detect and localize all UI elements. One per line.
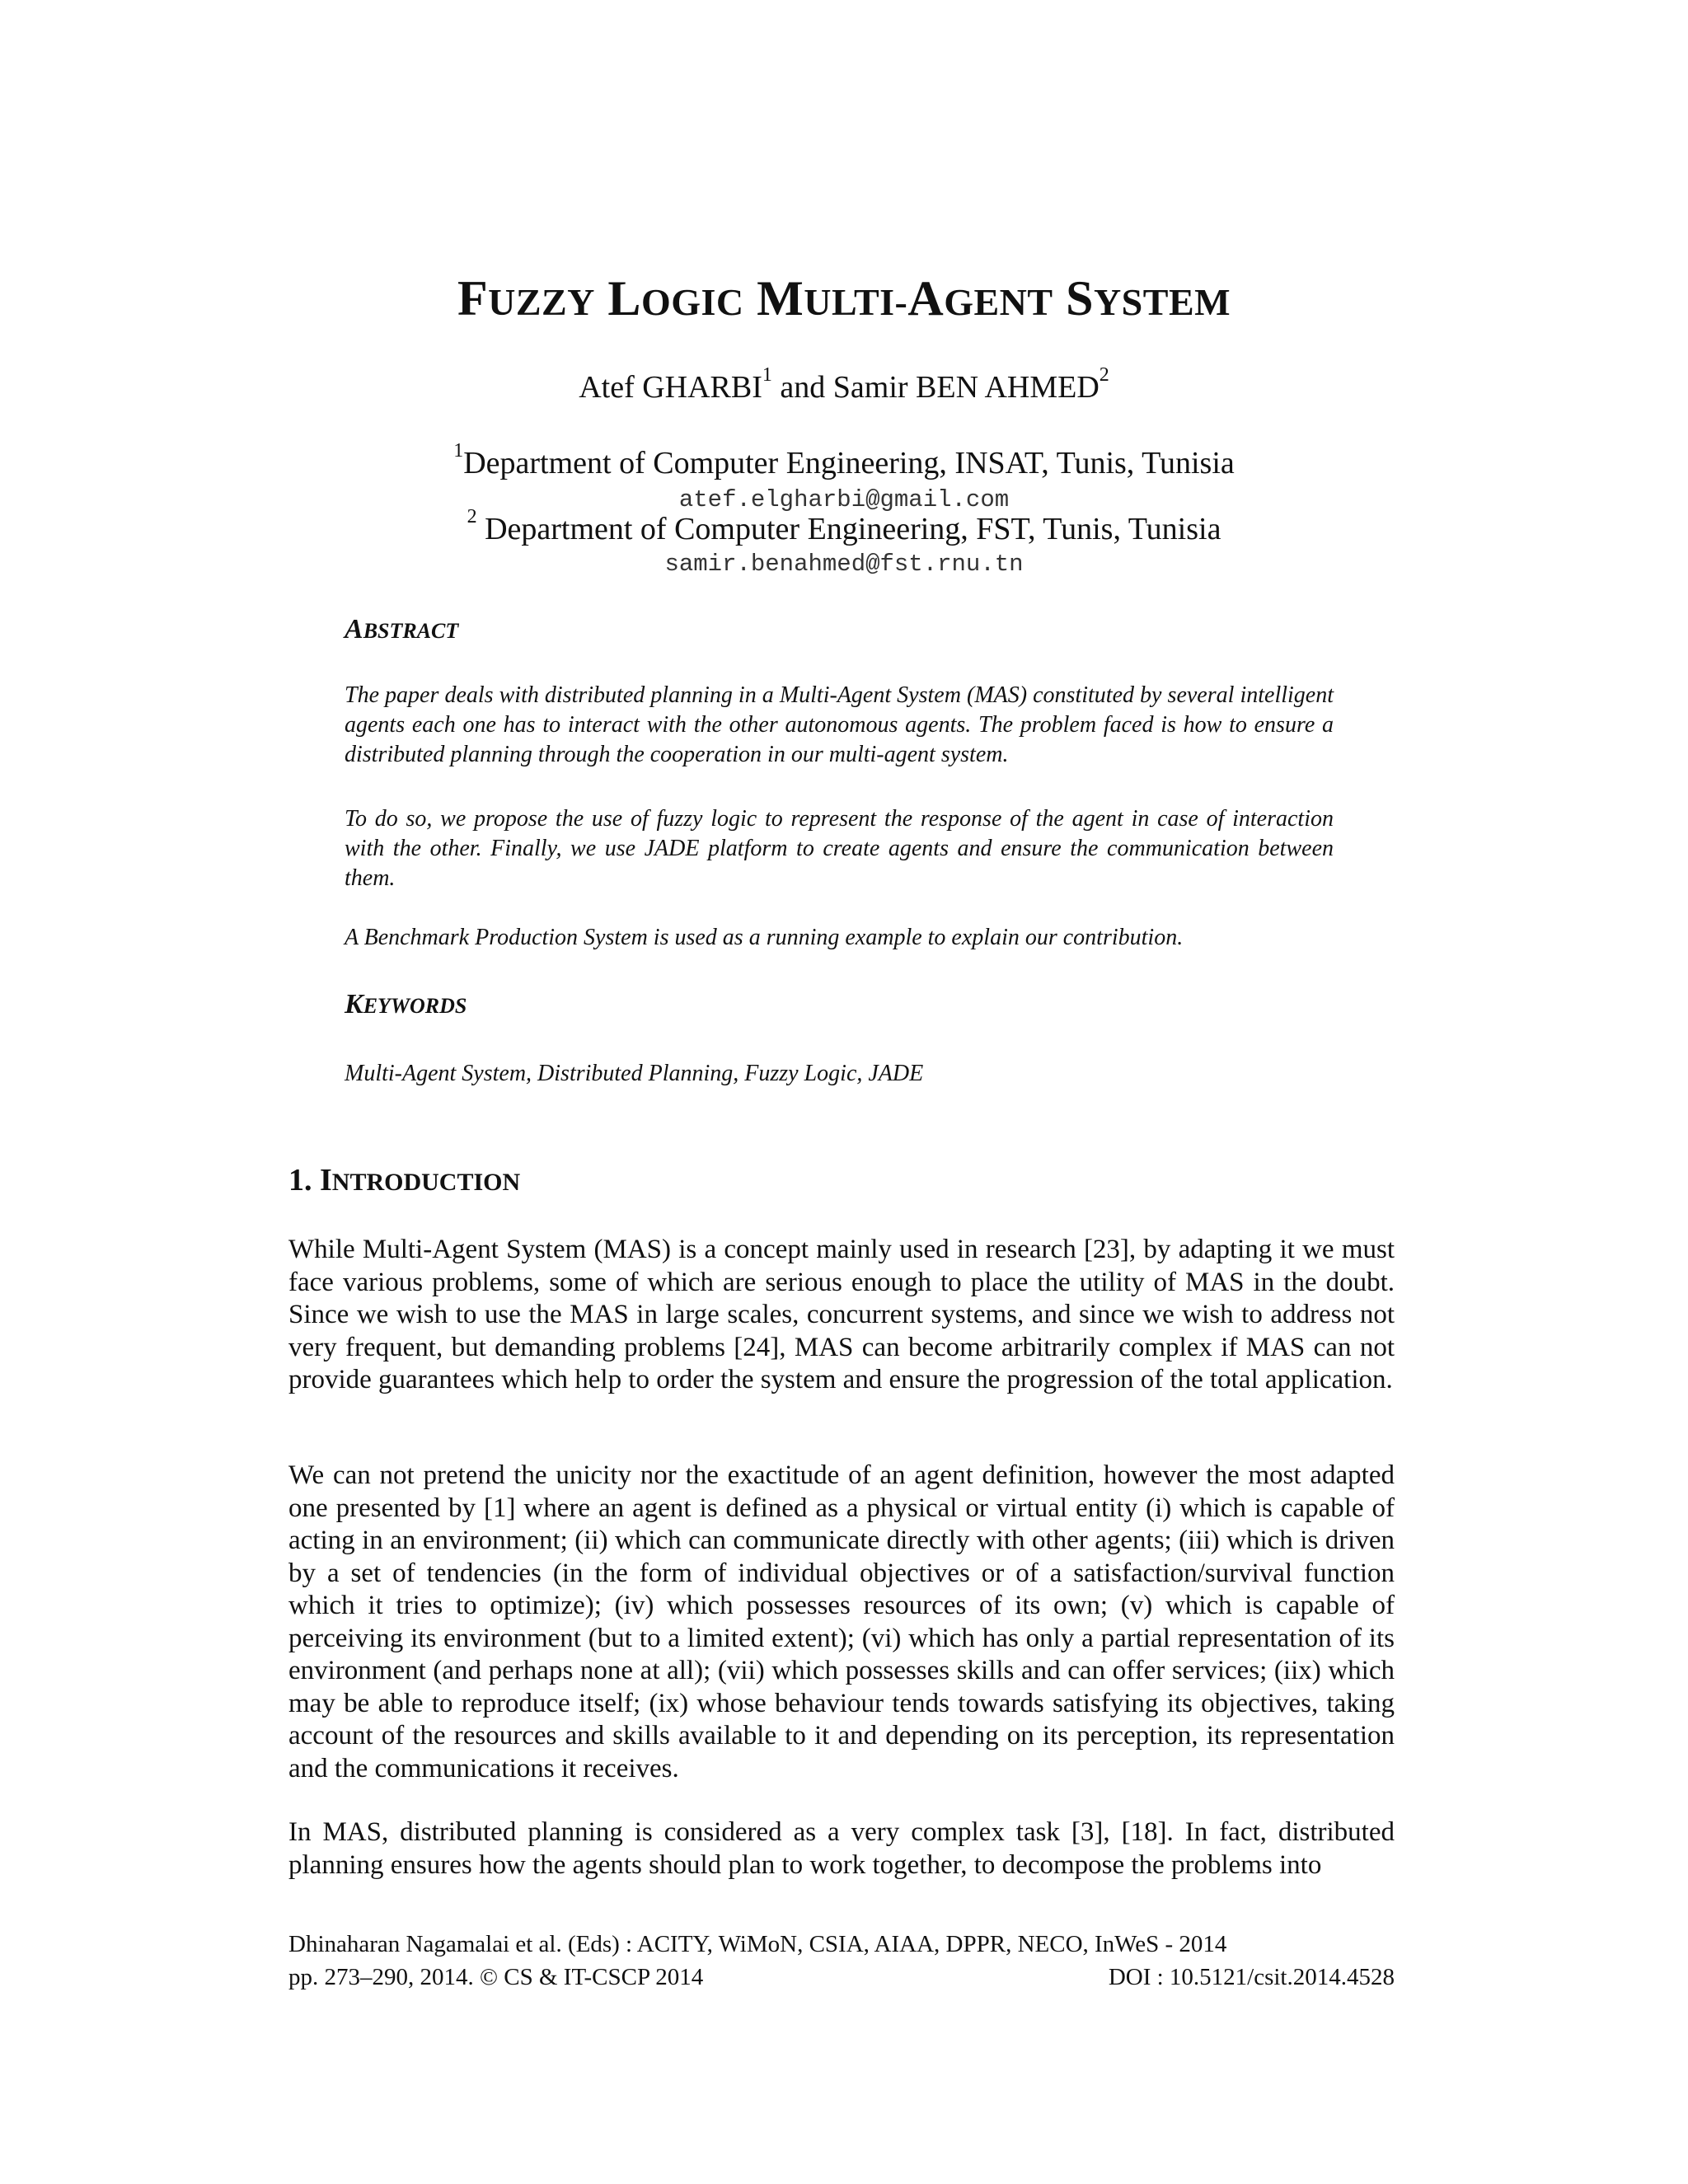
affiliation-2: $^2$ Department of Computer Engineering, FST, Tunis, Tunisia [467, 506, 1221, 546]
footer-doi[interactable]: DOI : 10.5121/csit.2014.4528 [1108, 1964, 1395, 1990]
body-paragraph: We can not pretend the unicity nor the exactitude of an agent definition, however the most adapted one presented by [1] where an agent is defined as a physical or virtual entity (i) which is capable of acting in an environment; (ii) which can communicate directly with other agents; (iii) which is driven by a set of tendencies (in the form of individual objectives or of a satisfaction/survival function which it tries to optimize); (iv) which possesses resources of its own; (v) which is capable of perceiving its environment (but to a limited extent); (vi) which has only a partial representation of its environment (and perhaps none at all); (vii) which possesses skills and can offer services; (iix) which may be able to reproduce itself; (ix) whose behaviour tends towards satisfying its objectives, taking account of the resources and skills available to it and depending on its perception, its representation and the communications it receives. [288, 1460, 1395, 1783]
footer-pages: pp. 273–290, 2014. © CS & IT-CSCP 2014 [288, 1964, 704, 1990]
abstract-paragraph: A Benchmark Production System is used as a running example to explain our contribution. [345, 925, 1184, 950]
author-name: Samir BEN AHMED [832, 370, 1100, 405]
author-connector: and [771, 370, 833, 405]
introduction-heading: 1. INTRODUCTION [288, 1163, 521, 1197]
author-line [0, 364, 1688, 405]
email-1[interactable]: atef.elgharbi@gmail.com [678, 486, 1010, 513]
abstract-heading: ABSTRACT [345, 614, 459, 644]
author-name: Atef GHARBI [579, 370, 762, 405]
affiliation-1: $^1$Department of Computer Engineering, INSAT, Tunis, Tunisia [453, 440, 1235, 480]
email-2[interactable]: samir.benahmed@fst.rnu.tn [664, 551, 1024, 578]
body-paragraph: While Multi-Agent System (MAS) is a concept mainly used in research [23], by adapting it we must face various problems, some of which are serious enough to place the utility of MAS in the doubt. Since we wish to use the MAS in large scales, concurrent systems, and since we wish to address not very frequent, but demanding problems [24], MAS can become arbitrarily complex if MAS can not provide guarantees which help to order the system and ensure the progression of the total application. [288, 1235, 1395, 1394]
keywords-heading: KEYWORDS [345, 989, 467, 1019]
paper-title: FUZZY LOGIC MULTI-AGENT SYSTEM [457, 271, 1231, 326]
abstract-paragraph: The paper deals with distributed planning in a Multi-Agent System (MAS) constituted by several intelligent agents each one has to interact with the other autonomous agents. The problem faced is how to ensure a distributed planning through the cooperation in our multi-agent system. [345, 682, 1334, 767]
author-superscript: 1 [762, 364, 772, 386]
footer-proceedings: Dhinaharan Nagamalai et al. (Eds) : ACITY, WiMoN, CSIA, AIAA, DPPR, NECO, InWeS - 2014 [288, 1931, 1227, 1957]
abstract-paragraph: To do so, we propose the use of fuzzy logic to represent the response of the agent in case of interaction with the other. Finally, we use JADE platform to create agents and ensure the communication between them. [345, 806, 1334, 891]
body-paragraph: In MAS, distributed planning is considered as a very complex task [3], [18]. In fact, distributed planning ensures how the agents should plan to work together, to decompose the problems into [288, 1817, 1395, 1880]
keywords-text: Multi-Agent System, Distributed Planning, Fuzzy Logic, JADE [345, 1061, 924, 1086]
author-superscript: 2 [1099, 364, 1109, 386]
